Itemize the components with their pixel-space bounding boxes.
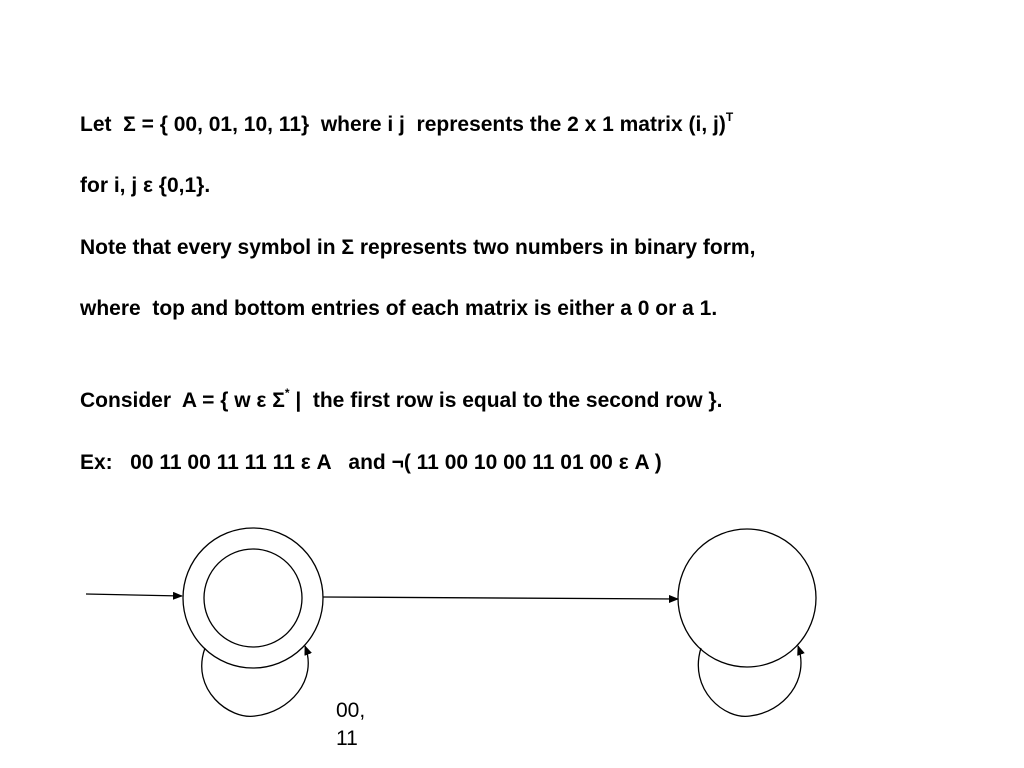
text-line-note: Note that every symbol in Σ represents two numbers in binary form, [80,236,756,259]
self-loop-q0-label-line1: 00, [336,699,366,722]
state-q0-inner [204,549,302,647]
kleene-star-superscript: * [284,386,290,400]
self-loop-q0-label-line2: 11 [336,727,358,750]
start-arrow [86,594,182,596]
self-loop-q0-label [336,697,396,753]
text-line-note-continued: where top and bottom entries of each matrix is either a 0 or a 1. [80,297,718,320]
self-loop-q1 [698,646,801,716]
alphabet-definition-text: Let Σ = { 00, 01, 10, 11} where i j represents the 2 x 1 matrix (i, j) [80,113,726,136]
language-definition-end: | the first row is equal to the second row }. [289,389,723,412]
language-definition-start: Consider A = { w ε Σ [80,389,285,412]
text-line-example: Ex: 00 11 00 11 11 11 ε A and ¬( 11 00 10 00 11 01 00 ε A ) [80,451,662,474]
transpose-superscript: T [725,110,734,124]
transition-q0-q1 [323,597,678,599]
state-q1 [678,529,816,667]
text-line-domain: for i, j ε {0,1}. [80,174,211,197]
